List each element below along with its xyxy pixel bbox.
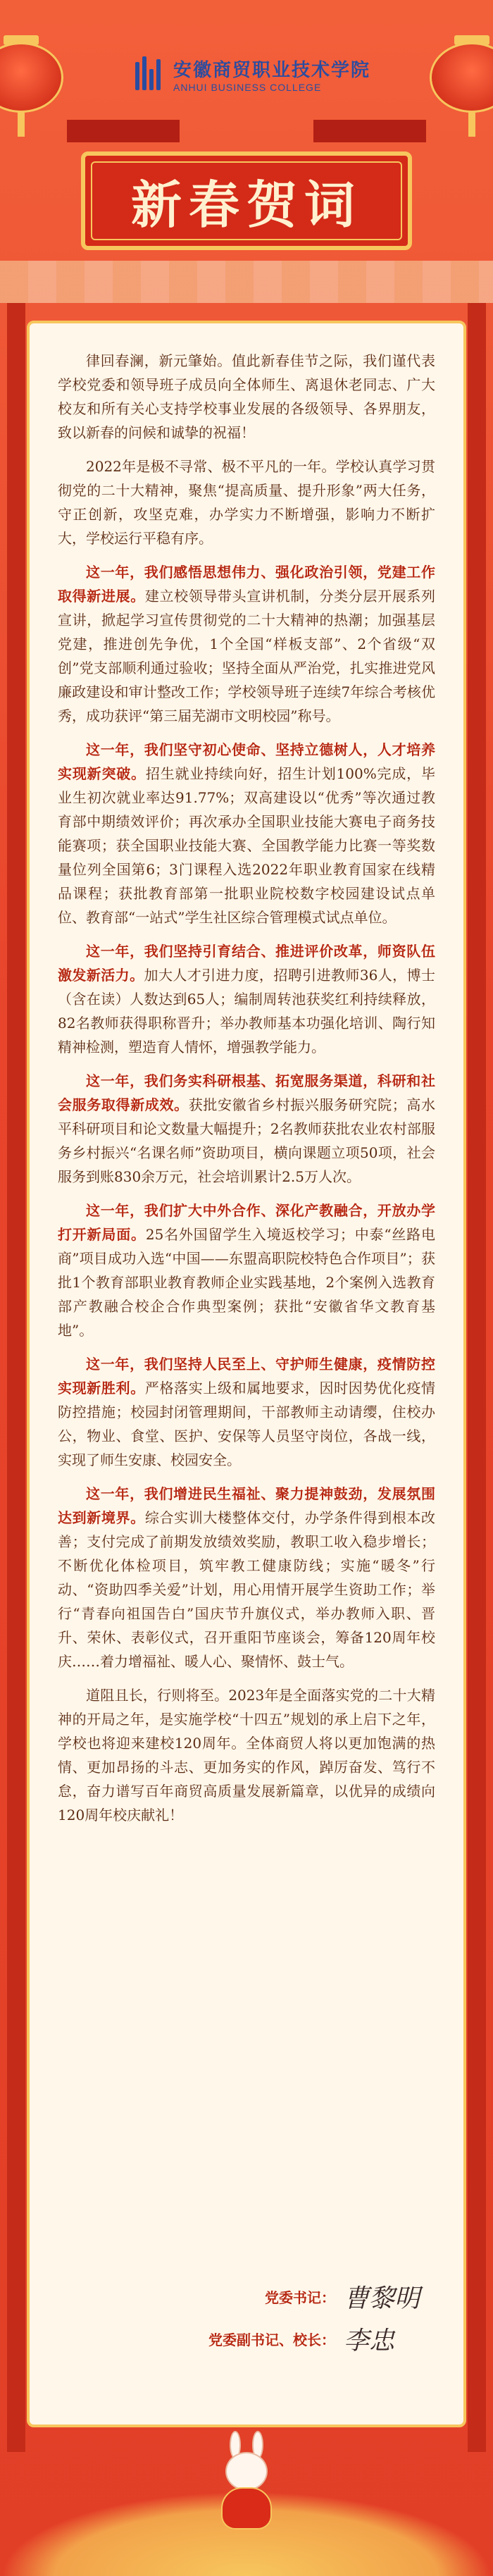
side-pillar-right	[468, 303, 486, 2452]
lantern-left-icon	[0, 28, 63, 127]
paragraph: 律回春澜，新元肇始。值此新春佳节之际，我们谨代表学校党委和领导班子成员向全体师生、离退休老同志、广大校友和所有关心支持学校事业发展的各级领导、各界朋友，致以新春的问候和诚挚的祝福！	[58, 352, 435, 441]
title-banner	[81, 151, 412, 250]
cloud-pattern	[0, 261, 493, 303]
ribbon-left	[67, 120, 180, 142]
paragraph: 这一年，我们务实科研根基、拓宽服务渠道，科研和社会服务取得新成效。获批安徽省乡村振兴服务研究院；高水平科研项目和论文数量大幅提升；2名教师获批农业农村部服务乡村振兴“名课名师”资助项目，横向课题立项50项，社会服务到账830余万元，社会培训累计2.5万人次。	[58, 1072, 436, 1185]
college-logo	[134, 49, 373, 99]
footer	[0, 2417, 493, 2576]
signature-secretary: 党委书记： 曹黎明	[265, 2284, 420, 2313]
signature-block	[132, 2275, 428, 2360]
paragraph: 道阻且长，行则将至。2023年是全面落实党的二十大精神的开局之年，是实施学校“十四五”规划的承上启下之年，学校也将迎来建校120周年。全体商贸人将以更加饱满的热情、更加昂扬的斗志、更加务实的作风，踔厉奋发、笃行不怠，奋力谱写百年商贸高质量发展新篇章，以优异的成绩向120周年校庆献礼！	[58, 1687, 435, 1823]
lantern-right-icon	[430, 28, 493, 127]
paragraph: 这一年，我们坚持人民至上、守护师生健康，疫情防控实现新胜利。严格落实上级和属地要求，因时因势优化疫情防控措施；校园封闭管理期间，干部教师主动请缨，住校办公，物业、食堂、医护、安保等人员坚守岗位，各战一线，实现了师生安康、校园安全。	[58, 1356, 436, 1468]
paragraph: 2022年是极不寻常、极不平凡的一年。学校认真学习贯彻党的二十大精神，聚焦“提高质量、提升形象”两大任务，守正创新，攻坚克难，办学实力不断增强，影响力不断扩大，学校运行平稳有序。	[58, 458, 435, 547]
page-title: 新春贺词	[130, 175, 362, 235]
college-name-en: ANHUI BUSINESS COLLEGE	[173, 81, 322, 93]
paragraph: 这一年，我们扩大中外合作、深化产教融合，开放办学打开新局面。25名外国留学生入境返校学习；中泰“丝路电商”项目成功入选“中国——东盟高职院校特色合作项目”；获批1个教育部职业教育教师企业实践基地，2个案例入选教育部产教融合校企合作典型案例；获批“安徽省华文教育基地”。	[58, 1202, 435, 1339]
paragraph: 这一年，我们增进民生福祉、聚力提神鼓劲，发展氛围达到新境界。综合实训大楼整体交付，办学条件得到根本改善；支付完成了前期发放绩效奖励，教职工收入稳步增长；不断优化体检项目，筑牢教工健康防线；实施“暖冬”行动、“资助四季关爱”计划，用心用情开展学生资助工作；举行“青春向祖国告白”国庆节升旗仪式，举办教师入职、晋升、荣休、表彰仪式，召开重阳节座谈会，筹备120周年校庆……着力增福祉、暖人心、聚情怀、鼓士气。	[58, 1485, 436, 1670]
letter-panel	[27, 321, 466, 2427]
rabbit-mascot-icon	[211, 2431, 282, 2537]
ribbon-right	[313, 120, 426, 142]
signature-president: 党委副书记、校长： 李忠	[208, 2326, 395, 2355]
header	[0, 0, 493, 331]
side-pillar-left	[7, 303, 25, 2452]
paragraph: 这一年，我们坚守初心使命、坚持立德树人，人才培养实现新突破。招生就业持续向好，招生计划100%完成，毕业生初次就业率达91.77%；双高建设以“优秀”等次通过教育部中期绩效评价；再次承办全国职业技能大赛电子商务技能赛项；获全国职业技能大赛、全国教学能力比赛一等奖数量位列全国第6；3门课程入选2022年职业教育国家在线精品课程；获批教育部第一批职业院校数字校园建设试点单位、教育部“一站式”学生社区综合管理模式试点单位。	[58, 741, 436, 926]
college-emblem-icon	[134, 55, 166, 93]
college-name-cn: 安徽商贸职业技术学院	[173, 59, 371, 81]
paragraph: 这一年，我们坚持引育结合、推进评价改革，师资队伍激发新活力。加大人才引进力度，招聘引进教师36人，博士（含在读）人数达到65人；编制周转池获奖红利持续释放，82名教师获得职称晋升；举办教师基本功强化培训、陶行知精神检测，塑造育人情怀，增强教学能力。	[58, 943, 435, 1055]
paragraph: 这一年，我们感悟思想伟力、强化政治引领，党建工作取得新进展。建立校领导带头宣讲机制，分类分层开展系列宣讲，掀起学习宣传贯彻党的二十大精神的热潮；加强基层党建，推进创先争优，1个全国“样板支部”、2个省级“双创”党支部顺利通过验收；坚持全面从严治党，扎实推进党风廉政建设和审计整改工作；学校领导班子连续7年综合考核优秀，成功获评“第三届芜湖市文明校园”称号。	[58, 564, 436, 724]
